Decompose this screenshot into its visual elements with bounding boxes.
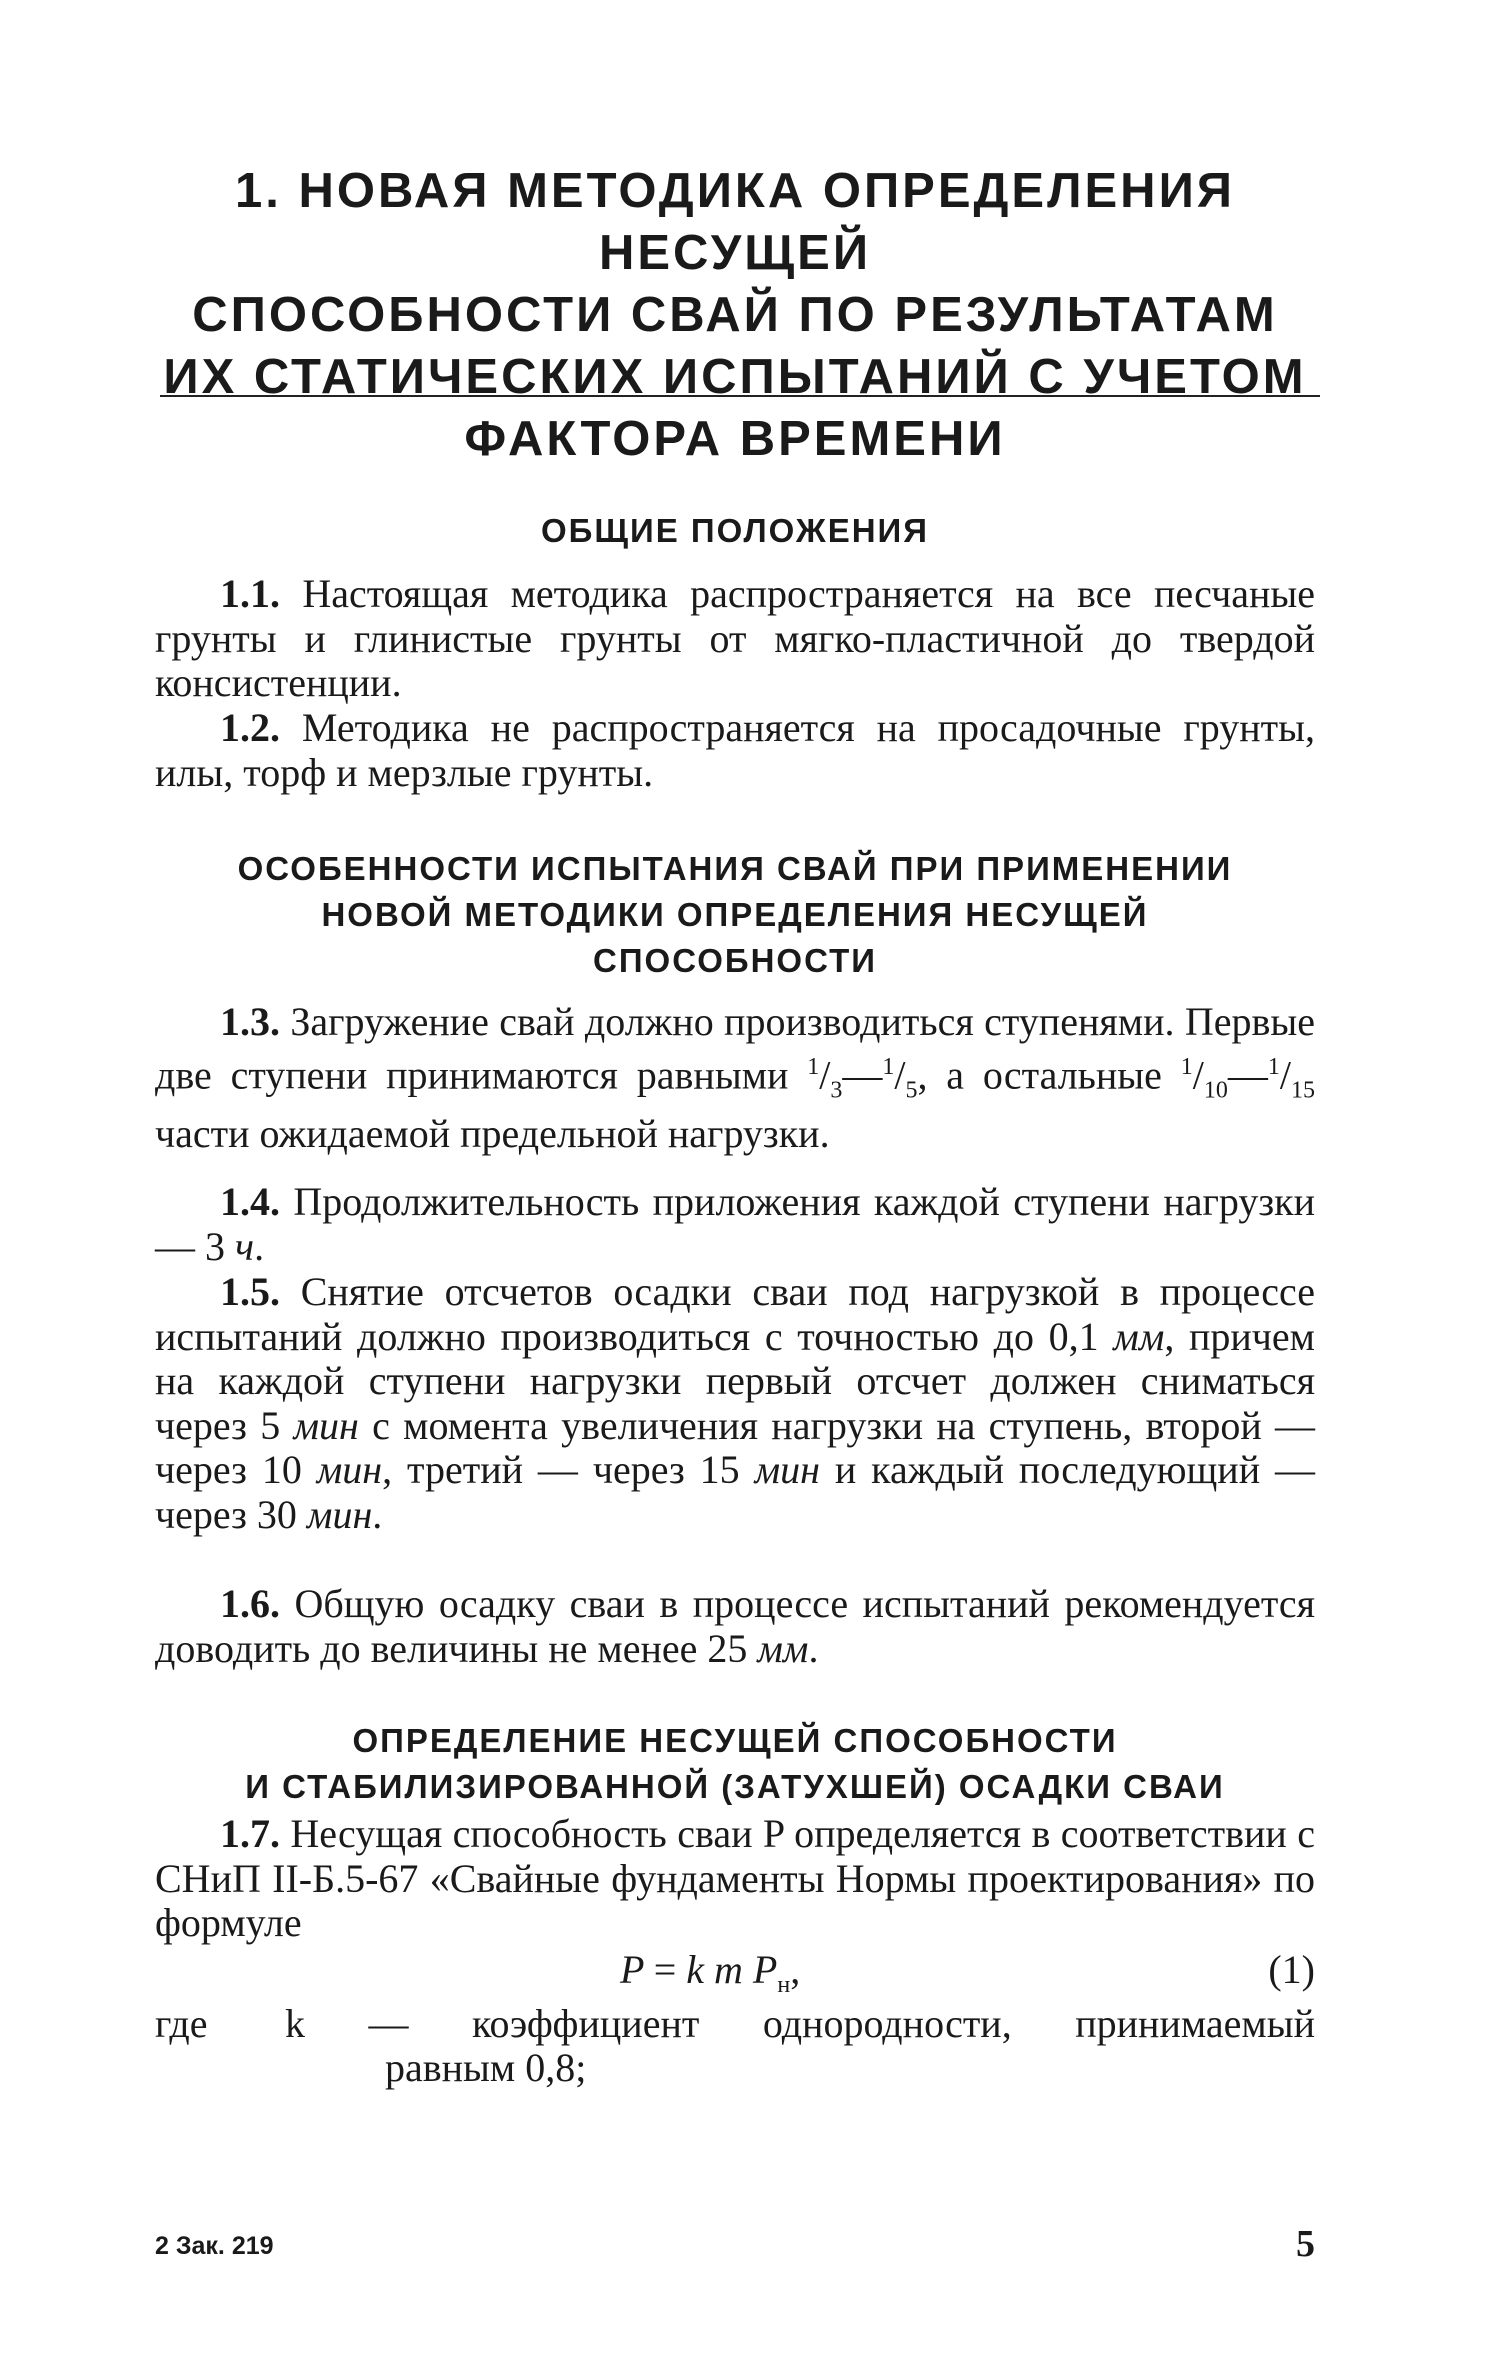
heading-line: И СТАБИЛИЗИРОВАННОЙ (ЗАТУХШЕЙ) ОСАДКИ СВАИ: [245, 1768, 1225, 1805]
printer-signature: 2 Зак. 219: [155, 2232, 274, 2260]
paragraph-number: 1.2.: [220, 705, 280, 750]
paragraph-text: Настоящая методика распространяется на все песчаные грунты и глинистые грунты от мягко-пластичной до твердой консистенции.: [155, 571, 1315, 705]
paragraph-number: 1.7.: [220, 1811, 280, 1856]
paragraph-1-1: [155, 572, 1315, 706]
chapter-title: [155, 160, 1315, 470]
fraction-denominator: 15: [1291, 1076, 1315, 1103]
paragraph-number: 1.6.: [220, 1581, 280, 1626]
formula-comma: ,: [790, 1947, 801, 1992]
fraction-numerator: 1: [807, 1053, 820, 1080]
paragraph-1-7: [155, 1812, 1315, 1946]
paragraph-text: , причем на каждой ступени нагрузки первый отсчет должен сниматься через 5: [155, 1313, 1315, 1448]
fraction-numerator: 1: [882, 1053, 895, 1080]
fraction-denominator: 3: [830, 1076, 843, 1103]
fraction-denominator: 10: [1203, 1076, 1228, 1103]
section-heading-determination: [155, 1718, 1315, 1810]
chapter-title-line: СПОСОБНОСТИ СВАЙ ПО РЕЗУЛЬТАТАМ: [192, 288, 1278, 342]
formula-1: [155, 1945, 1315, 1998]
section-heading-testing: [155, 846, 1315, 984]
unit-mm: мм: [1113, 1313, 1165, 1359]
unit-min: мин: [306, 1491, 373, 1537]
paragraph-1-6: [155, 1582, 1315, 1671]
paragraph-text: Снятие отсчетов осадки сваи под нагрузкой в процессе испытаний должно производиться с точностью до 0,1: [155, 1269, 1316, 1359]
where-word: где: [155, 2001, 208, 2046]
paragraph-text: Несущая способность сваи P определяется в соответствии с СНиП II-Б.5-67 «Свайные фундаменты Нормы проектирования» по формуле: [155, 1811, 1315, 1945]
paragraph-1-4: [155, 1180, 1315, 1269]
paragraph-end: .: [372, 1491, 383, 1537]
paragraph-text: Общую осадку сваи в процессе испытаний рекомендуется доводить до величины не менее 25: [155, 1581, 1316, 1671]
fraction-dash: —: [1227, 1051, 1268, 1097]
paragraph-1-5: [155, 1270, 1315, 1537]
where-continuation: равным 0,8;: [385, 2045, 587, 2090]
chapter-title-line: 1. НОВАЯ МЕТОДИКА ОПРЕДЕЛЕНИЯ НЕСУЩЕЙ: [234, 164, 1236, 280]
paragraph-end: .: [808, 1625, 819, 1671]
formula-equals: =: [653, 1947, 677, 1992]
paragraph-text: части ожидаемой предельной нагрузки.: [155, 1111, 830, 1157]
section-heading-general: ОБЩИЕ ПОЛОЖЕНИЯ: [541, 512, 929, 549]
where-definition: k — коэффициент однородности, принимаемый: [285, 2001, 1315, 2046]
paragraph-text: Продолжительность приложения каждой ступени нагрузки — 3: [155, 1179, 1315, 1269]
paragraph-end: .: [254, 1223, 265, 1269]
chapter-title-line: ФАКТОРА ВРЕМЕНИ: [464, 412, 1006, 466]
unit-min: мин: [293, 1402, 359, 1448]
paragraph-text: , третий — через 15: [382, 1447, 755, 1492]
fraction-numerator: 1: [1180, 1053, 1193, 1080]
fraction-dash: —: [842, 1051, 883, 1097]
heading-line: ОПРЕДЕЛЕНИЕ НЕСУЩЕЙ СПОСОБНОСТИ: [352, 1722, 1118, 1759]
paragraph-text: Загружение свай должно производиться ступенями. Первые две ступени принимаются равными: [155, 999, 1315, 1097]
unit-min: мин: [754, 1447, 820, 1492]
fraction-numerator: 1: [1267, 1053, 1280, 1080]
unit-mm: мм: [757, 1625, 809, 1671]
heading-line: НОВОЙ МЕТОДИКИ ОПРЕДЕЛЕНИЯ НЕСУЩЕЙ: [321, 896, 1149, 933]
fraction-denominator: 5: [905, 1076, 918, 1103]
title-divider: [160, 395, 1320, 397]
paragraph-text: с момента увеличения нагрузки на ступень, второй — через 10: [155, 1402, 1315, 1492]
paragraph-1-2: [155, 706, 1315, 795]
formula-lhs: P: [620, 1947, 644, 1992]
paragraph-number: 1.3.: [220, 999, 280, 1044]
paragraph-number: 1.4.: [220, 1179, 280, 1224]
unit-hour: ч: [235, 1223, 255, 1269]
formula-subscript: н: [777, 1972, 791, 1998]
paragraph-text: и каждый последующий — через 30: [155, 1447, 1316, 1537]
paragraph-1-3: 1.3. Загружение свай должно производиться ступенями. Первые две ступени принимаются равными $^1/_3—^1/_5$, а остальные $^1/_{10}—^1/_{15}$ части ожидаемой предельной нагрузки.: [155, 999, 1315, 1157]
paragraph-number: 1.5.: [220, 1269, 280, 1314]
paragraph-number: 1.1.: [220, 571, 280, 616]
page-number: 5: [1296, 2223, 1315, 2265]
formula-rhs: k m P: [686, 1947, 778, 1992]
document-page: [155, 0, 1315, 2361]
unit-min: мин: [316, 1447, 383, 1492]
formula-number: (1): [1268, 1947, 1315, 1992]
paragraph-text: Методика не распространяется на просадочные грунты, илы, торф и мерзлые грунты.: [155, 705, 1316, 795]
paragraph-text: , а остальные: [917, 1051, 1181, 1097]
chapter-title-line: ИХ СТАТИЧЕСКИХ ИСПЫТАНИЙ С УЧЕТОМ: [163, 350, 1307, 404]
heading-line: ОСОБЕННОСТИ ИСПЫТАНИЯ СВАЙ ПРИ ПРИМЕНЕНИИ: [237, 850, 1233, 887]
heading-line: СПОСОБНОСТИ: [592, 942, 877, 979]
